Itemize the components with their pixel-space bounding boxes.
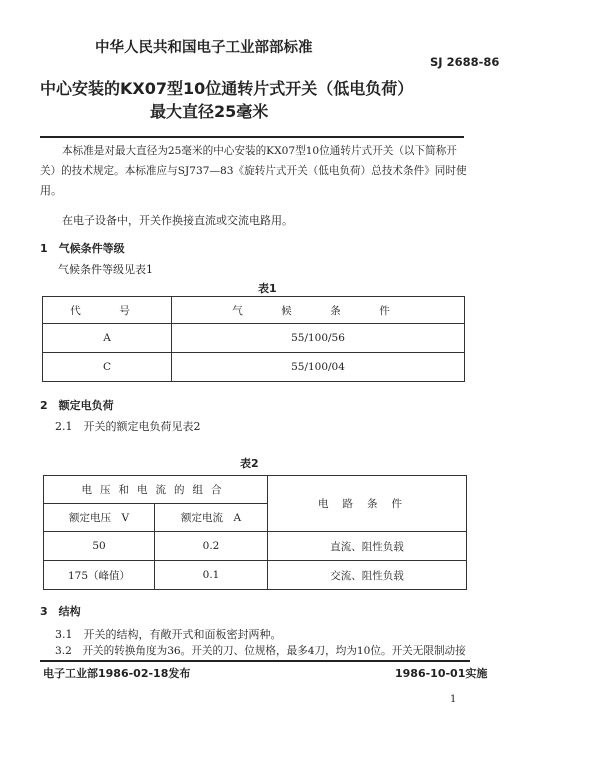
table2-caption: 表2: [240, 457, 259, 470]
intro-line: 关）的技术规定。本标准应与SJ737—83《旋转片式开关（低电负荷）总技术条件》同时使: [40, 165, 467, 177]
table2: [43, 475, 467, 590]
table1-caption: 表1: [258, 282, 277, 295]
table-cell: 175（峰值）: [44, 561, 155, 590]
table1-header: 代 号: [43, 297, 172, 324]
section-3-2: 3.2 开关的转换角度为36。开关的刀、位规格，最多4刀，均为10位。开关无限制动接: [55, 645, 466, 657]
table-row: [43, 353, 465, 382]
table2-subheader: 额定电压 V: [44, 504, 155, 532]
issue-date: 电子工业部1986-02-18发布: [43, 667, 191, 680]
table-cell: 55/100/04: [172, 353, 465, 382]
section-2-text: 2.1 开关的额定电负荷见表2: [55, 420, 201, 433]
title-line2: 最大直径25毫米: [150, 102, 269, 121]
intro-paragraph: 在电子设备中，开关作换接直流或交流电路用。: [62, 214, 293, 227]
standard-code: SJ 2688-86: [430, 55, 500, 69]
table-row: [44, 561, 467, 590]
header-rule: [40, 136, 464, 138]
table-row: [44, 532, 467, 561]
section-2-heading: 2 额定电负荷: [40, 399, 114, 412]
table1-header: 气 候 条 件: [172, 297, 465, 324]
table2-subheader: 额定电流 A: [155, 504, 268, 532]
section-1-text: 气候条件等级见表1: [58, 263, 153, 276]
table-cell: 直流、阻性负载: [268, 532, 467, 561]
table2-group-header: 电压和电流的组合: [44, 476, 268, 504]
table-cell: 55/100/56: [172, 324, 465, 353]
footer-rule: [40, 660, 470, 662]
effective-date: 1986-10-01实施: [395, 667, 488, 680]
intro-line: 用。: [40, 184, 62, 197]
title-line1: 中心安装的KX07型10位通转片式开关（低电负荷）: [40, 79, 414, 98]
table-cell: 50: [44, 532, 155, 561]
section-3-heading: 3 结构: [40, 605, 81, 618]
table-cell: 0.2: [155, 532, 268, 561]
table-cell: A: [43, 324, 172, 353]
page-number: 1: [450, 694, 457, 705]
section-3-1: 3.1 开关的结构，有敞开式和面板密封两种。: [55, 628, 282, 641]
section-1-heading: 1 气候条件等级: [40, 242, 125, 255]
table-cell: 0.1: [155, 561, 268, 590]
table1: [42, 296, 465, 382]
table-cell: C: [43, 353, 172, 382]
table2-circuit-header: 电路条件: [268, 476, 467, 532]
issuer: 中华人民共和国电子工业部部标准: [95, 40, 313, 56]
table-row: [43, 324, 465, 353]
table-cell: 交流、阻性负载: [268, 561, 467, 590]
intro-line: 本标准是对最大直径为25毫米的中心安装的KX07型10位通转片式开关（以下简称开: [62, 145, 457, 157]
